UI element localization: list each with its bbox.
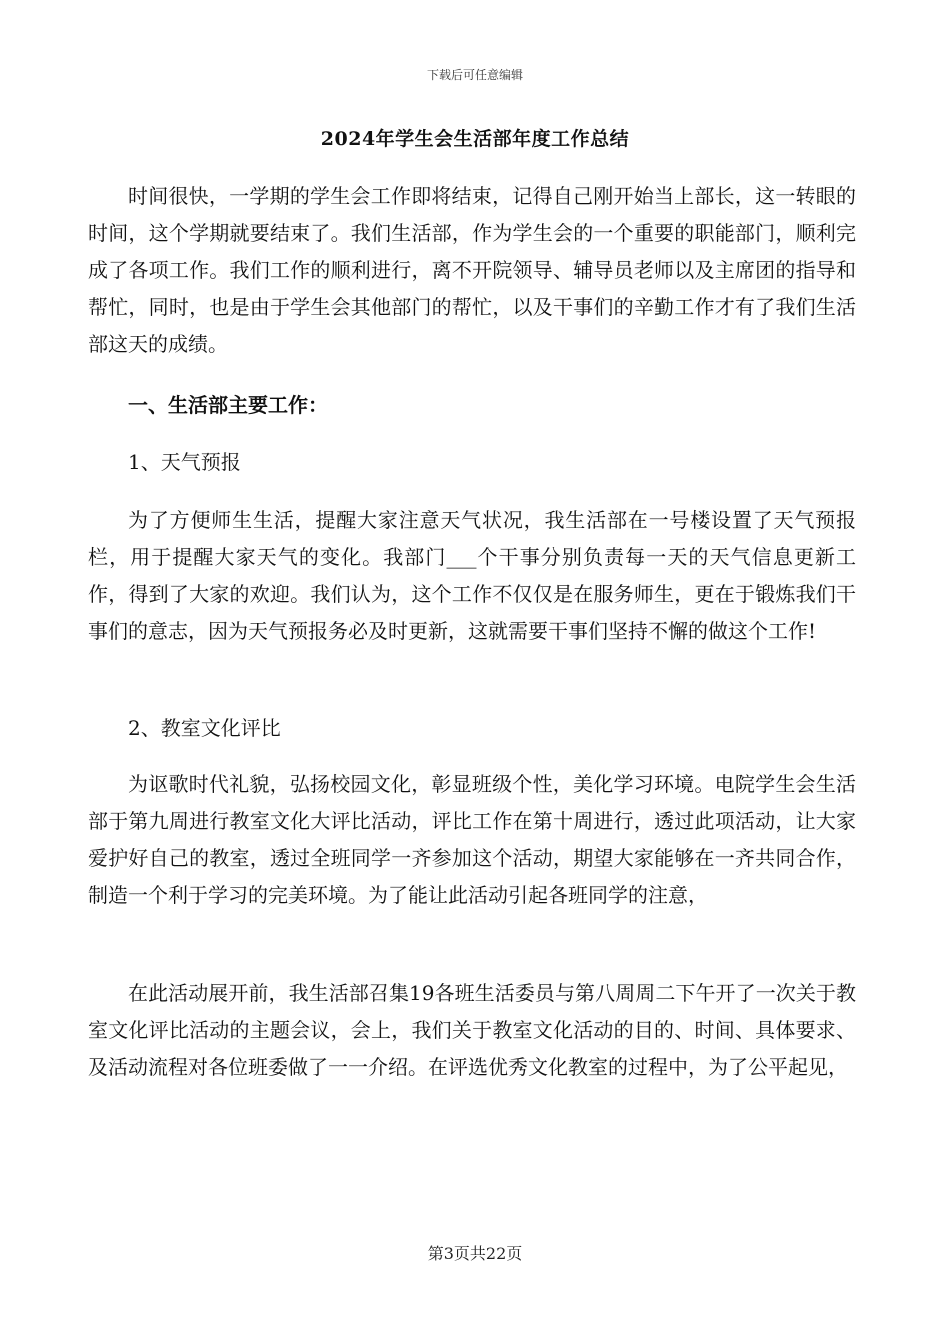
item1-title: 1、天气预报: [128, 450, 241, 474]
item2-title: 2、教室文化评比: [128, 716, 281, 740]
item2-paragraph-2: 在此活动展开前，我生活部召集19各班生活委员与第八周周二下午开了一次关于教室文化评比活动的主题会议，会上，我们关于教室文化活动的目的、时间、具体要求、及活动流程对各位班委做了一一介绍。在评选优秀文化教室的过程中，为了公平起见，: [88, 981, 856, 1079]
page-number: 第3页共22页: [427, 1244, 523, 1263]
item1-paragraph: 为了方便师生生活，提醒大家注意天气状况，我生活部在一号楼设置了天气预报栏，用于提醒大家天气的变化。我部门___个干事分别负责每一天的天气信息更新工作，得到了大家的欢迎。我们认为，这个工作不仅仅是在服务师生，更在于锻炼我们干事们的意志，因为天气预报务必及时更新，这就需要干事们坚持不懈的做这个工作!: [88, 508, 856, 643]
item1-body-block: [88, 502, 856, 650]
item2-title-block: [88, 710, 856, 747]
intro-paragraph: 时间很快，一学期的学生会工作即将结束，记得自己刚开始当上部长，这一转眼的时间，这个学期就要结束了。我们生活部，作为学生会的一个重要的职能部门，顺利完成了各项工作。我们工作的顺利进行，离不开院领导、辅导员老师以及主席团的指导和帮忙，同时，也是由于学生会其他部门的帮忙，以及干事们的辛勤工作才有了我们生活部这天的成绩。: [88, 184, 856, 356]
item1-title-block: [88, 444, 856, 481]
section-heading-block: [88, 387, 856, 424]
item2-paragraph-1: 为讴歌时代礼貌，弘扬校园文化，彰显班级个性，美化学习环境。电院学生会生活部于第九周进行教室文化大评比活动，评比工作在第十周进行，透过此项活动，让大家爱护好自己的教室，透过全班同学一齐参加这个活动，期望大家能够在一齐共同合作，制造一个利于学习的完美环境。为了能让此活动引起各班同学的注意，: [88, 772, 856, 907]
header-note: 下载后可任意编辑: [426, 68, 523, 82]
item2-body1-block: [88, 766, 856, 914]
item2-body2-block: [88, 975, 856, 1086]
page-title: 2024年学生会生活部年度工作总结: [320, 128, 630, 150]
intro-block: [88, 178, 856, 363]
section-heading: 一、生活部主要工作：: [128, 393, 328, 417]
